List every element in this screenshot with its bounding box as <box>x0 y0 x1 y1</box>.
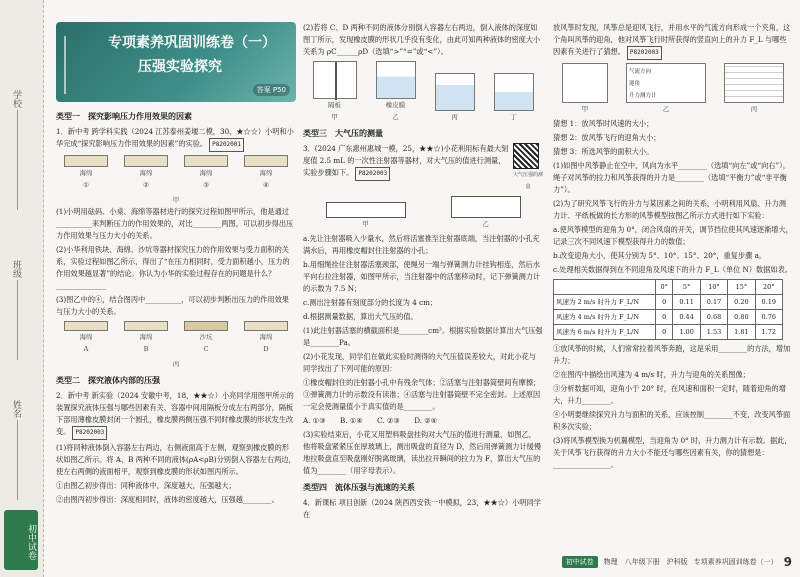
suction-cup-diagram <box>451 196 521 218</box>
fig3-part-1: 隔板 甲 <box>313 61 357 123</box>
fig1-part-3: 海绵 ③ <box>184 155 228 191</box>
sand-block <box>184 321 228 331</box>
container-diagram <box>313 61 357 99</box>
type2-heading: 类型二 探究液体内部的压强 <box>56 376 160 385</box>
footer-brand: 初中试卷 <box>562 556 598 568</box>
fig1-part-1: 海绵 ① <box>64 155 108 191</box>
type1-heading: 类型一 探究影响压力作用效果的因素 <box>56 112 192 121</box>
binding-margin <box>0 0 44 577</box>
class-line <box>17 280 18 360</box>
page-number: 9 <box>783 555 792 569</box>
footer-info: 物理 八年级下册 沪科版 <box>603 558 688 566</box>
container-diagram <box>376 61 416 99</box>
q4-part2a: a.使风筝模型的迎角为 0°，闭合风扇的开关，调节挡位使其风速逐渐增大，记录三次不同风速下模型获得升力的数值； <box>553 225 793 246</box>
fig2-part-b: 海绵 B <box>124 321 168 355</box>
table-row: 风速为 6 m/s 时升力 F_L/N 0 1.00 1.53 1.81 1.72 <box>554 325 783 340</box>
title-banner <box>56 22 296 102</box>
q2-tag: P8202003 <box>72 426 107 440</box>
q1-part1: (1)小明用砝码、小桌、海绵等器材进行的探究过程如图甲所示，他是通过__________来判断压力的作用效果的，对比________两图，可以初步得出压力作用效果与压力大小的关系。 <box>56 207 294 240</box>
fan-setup-diagram: 气流方向 迎角 升力测力计 <box>626 63 706 103</box>
type4-heading: 类型四 流体压强与流速的关系 <box>303 483 415 492</box>
table-row: 风速为 4 m/s 时升力 F_L/N 0 0.44 0.68 0.80 0.76 <box>554 310 783 325</box>
fig2-part-d: 海绵 D <box>244 321 288 355</box>
name-label: 姓名 <box>11 400 21 418</box>
kite-diagram <box>562 63 608 103</box>
q4-sub4: ④小明要继续探究升力与面积的关系，应该控制________不变，改变风筝面积多次实验； <box>553 410 791 431</box>
page-footer <box>562 555 792 569</box>
syringe-diagram <box>326 202 406 218</box>
fig3-part-2: 橡皮膜 乙 <box>376 61 416 123</box>
fig4-part-1: 甲 <box>326 202 406 230</box>
q1-stem: 1．新中考 跨学科实践（2024 江苏泰州姜堰二模，30，★☆☆）小明和小华完成“探究影响压力作用效果的因素”的实验。 P8202001 <box>56 126 296 152</box>
graph-grid <box>724 63 784 103</box>
fig2-part-a: 海绵 A <box>64 321 108 355</box>
fig5-part-1: 甲 <box>562 63 608 115</box>
type3-heading: 类型三 大气压的测量 <box>303 129 383 138</box>
q4-sub3: ③分析数据可知，迎角小于 20° 时，在风速和面积一定时，随着迎角的增大，升力________。 <box>553 384 786 405</box>
q4-part2: (2)为了研究风筝飞行的升力与某因素之间的关系，小明利用风扇、升力测力计、平纸板做的长方形的风筝模型按图乙所示方式进行如下实验： <box>553 199 786 220</box>
q4-part3: (3)将风筝模型换为机翼模型，当迎角为 0° 时，升力测力计有示数。据此，关于风筝飞行获得的升力大小不能还与哪些因素有关，你的猜想是：________________。 <box>553 436 792 469</box>
container-diagram <box>494 73 534 111</box>
fig5-part-2: 气流方向 迎角 升力测力计 乙 <box>626 63 706 115</box>
fig3-part-3: 丙 <box>435 73 475 123</box>
sponge-block <box>64 155 108 167</box>
column-3 <box>553 22 793 473</box>
q1-part2: (2)小华利用铁块、海绵、沙坑等器材探究压力的作用效果与受力面积的关系，实验过程如图乙所示，得出了“在压力相同时，受力面积越小，压力的作用效果越显著”的结论。你认为小华的实验过程存在的问题是什么？______________ <box>56 245 290 290</box>
fig2-caption: 丙 <box>172 360 180 368</box>
q3-step-c: c.测出注射器有刻度部分的长度为 4 cm； <box>303 298 438 307</box>
q3-options: A. ①③ B. ①④ C. ②③ D. ②④ <box>303 416 438 425</box>
q4-stem: 4．新课标 项目创新（2024 陕西西安铁一中模拟，23，★★☆）小明同学在 <box>303 498 541 519</box>
table-row: 风速为 2 m/s 时升力 F_L/N 0 0.11 0.17 0.20 0.19 <box>554 295 783 310</box>
sponge-block <box>124 155 168 167</box>
q4-sub2: ②在图丙中描绘出风速为 4 m/s 时，升力与迎角的关系图像； <box>553 370 750 379</box>
fig2-sponges <box>56 321 296 355</box>
q2-part2: (2)若将 C、D 两种不同的液体分别倒入容器左右两边，倒入液体的深度如图丁所示，发现橡皮膜的形状几乎没有变化，由此可知两种液体的密度大小关系为 ρC______ρD（选填“>”“=”或“<”）。 <box>303 23 541 56</box>
banner-subtitle: 压强实验探究 <box>138 59 222 75</box>
q3-stem-row <box>303 143 543 193</box>
column-1 <box>56 106 296 508</box>
banner-title: 专项素养巩固训练卷（一） <box>108 35 276 51</box>
fig1-caption: 甲 <box>172 196 180 204</box>
guess-1: 猜想 1：放风筝时风速的大小； <box>553 119 654 128</box>
sponge-block <box>64 321 108 331</box>
guess-2: 猜想 2：放风筝飞行的迎角大小； <box>553 133 661 142</box>
class-label: 班级 <box>11 260 21 278</box>
q4-part2c: c.处理相关数据得到在不同迎角及风速下的升力 F_L（单位 N）数据如表。 <box>553 265 792 274</box>
table-header-row: 0° 5° 10° 15° 20° <box>554 280 783 295</box>
answer-ref: 答案 P50 <box>253 84 290 96</box>
q1-tag: P8202001 <box>209 138 244 152</box>
fig5-kite <box>553 63 793 115</box>
lift-data-table <box>553 279 783 340</box>
school-label: 学校 <box>11 90 21 108</box>
q3-part3: (3)实验结束后，小花又用塑料吸盘挂钩对大气压的值进行测量，如图乙，他将吸盘紧紧压在厚玻璃上，测出吸盘的直径为 D，然后用弹簧测力计缓慢地拉吸盘直至吸盘刚好脱离玻璃，读出拉开瞬间的拉力为 F，算出大气压的值为________（用字母表示）。 <box>303 430 542 475</box>
q4-stem-cont: 放风筝时发现，风筝总是迎风飞行，并用水平的气流方向形成一个夹角，这个角叫风筝的迎角，他对风筝飞行时所获得的竖直向上的升力 F_L 与哪些因素有关进行了猜想。 P8202003 <box>553 22 793 60</box>
sponge-block <box>124 321 168 331</box>
q3-step-b: b.用细绳拴住注射器活塞颈部，使绳另一端与弹簧测力计挂钩相连，然后水平向右拉注射器，如图甲所示，当注射器中的活塞移动时，记下弹簧测力计的示数为 7.5 N； <box>303 260 541 293</box>
fig4-part-2: 乙 <box>451 196 521 230</box>
container-diagram <box>435 73 475 111</box>
q2-stem: 2．新中考 新实验（2024 安徽中考，18，★★☆）小亮同学用图甲所示的装置探究液体压强与哪些因素有关，容器中间用隔板分成左右两部分，隔板下部用薄橡皮膜封闭一个圆孔，橡皮膜两侧压强不同时橡皮膜的形状发生改变。 P8202003 <box>56 390 296 440</box>
footer-section: 专项素养巩固训练卷（一） <box>693 558 778 566</box>
sponge-block <box>184 155 228 167</box>
q3-step-a: a.先让注射器吸入少量水，然后将活塞推至注射器底端，当注射器的小孔充满水后，再用橡皮帽封住注射器的小孔； <box>303 234 540 255</box>
q4-part2b: b.改变迎角大小，使其分别为 5°、10°、15°、20°，重复步骤 a。 <box>553 251 767 260</box>
q2-part1a: ①由图乙初步得出：同种液体中，深度越大，压强越大； <box>56 481 236 490</box>
name-line <box>17 420 18 500</box>
sponge-block <box>244 155 288 167</box>
q4-sub1: ①放风筝的时候，人们常常拉着风筝奔跑，这是采用________的方法，增加升力； <box>553 344 791 365</box>
q2-part1b: ②由图丙初步得出：深度相同时，液体的密度越大，压强越________。 <box>56 495 279 504</box>
fig1-part-4: 海绵 ④ <box>244 155 288 191</box>
column-2 <box>303 22 543 523</box>
qr-code-icon <box>513 143 539 169</box>
q3-tag: P8202003 <box>355 167 390 181</box>
runner-illustration <box>64 36 98 94</box>
q3-part1: (1)此注射器活塞的横截面积是________cm²。根据实验数据计算出大气压强是________Pa。 <box>303 326 543 347</box>
q4-part1: (1)如图中风筝静止在空中，风向为水平________（选填“向左”或“向右”），绳子对风筝的拉力和风筝获得的升力是________（选填“平衡力”或“非平衡力”）。 <box>553 161 790 194</box>
q3-stem: 3．(2024 广东惠州惠城一模，25，★★☆)小花利用标有最大刻度值 2.5 mL 的一次性注射器等器材，对大气压的值进行测量，实验步骤如下。 P8202003 <box>303 143 509 191</box>
fig3-containers <box>303 61 543 123</box>
fig2-part-c: 沙坑 C <box>184 321 228 355</box>
fig1-sponges <box>56 155 296 191</box>
school-line <box>17 110 18 210</box>
fig1-part-2: 海绵 ② <box>124 155 168 191</box>
brand-logo: 初中试卷 <box>4 510 38 570</box>
qr-block: 大气压强的测量 <box>513 143 543 193</box>
fig5-part-3: 丙 <box>724 63 784 115</box>
q3-step-d: d.根据测量数据，算出大气压的值。 <box>303 312 418 321</box>
q3-part2: (2)小花发现，同学们在做此实验时测得的大气压值误差较大，对此小花与同学找出了下列可能的原因： <box>303 352 536 373</box>
fig4-syringe <box>303 196 543 230</box>
sponge-block <box>244 321 288 331</box>
q3-part2a: ①橡皮帽封住的注射器小孔中有残余气体；②活塞与注射器筒壁间有摩擦；③弹簧测力计的示数没有读准；④活塞与注射器筒壁不完全密封。上述原因一定会使测量值小于真实值的是________。 <box>303 378 541 411</box>
q1-part3: (3)图乙中的④，结合图丙中__________，可以初步判断出压力的作用效果与压力大小的关系。 <box>56 295 289 316</box>
q4-tag: P8202003 <box>627 46 662 60</box>
guess-3: 猜想 3：所选风筝的面积大小。 <box>553 147 654 156</box>
fig3-part-4: 丁 <box>494 73 534 123</box>
q2-part1: (1)将同种液体倒入容器左右两边，右侧液面高于左侧，观察到橡皮膜的形状如图乙所示。将 A、B 两种不同的液体(ρA<ρB)分别倒入容器左右两边，使左右两侧的液面相平，观察到橡皮膜的形状如图丙所示。 <box>56 443 296 476</box>
